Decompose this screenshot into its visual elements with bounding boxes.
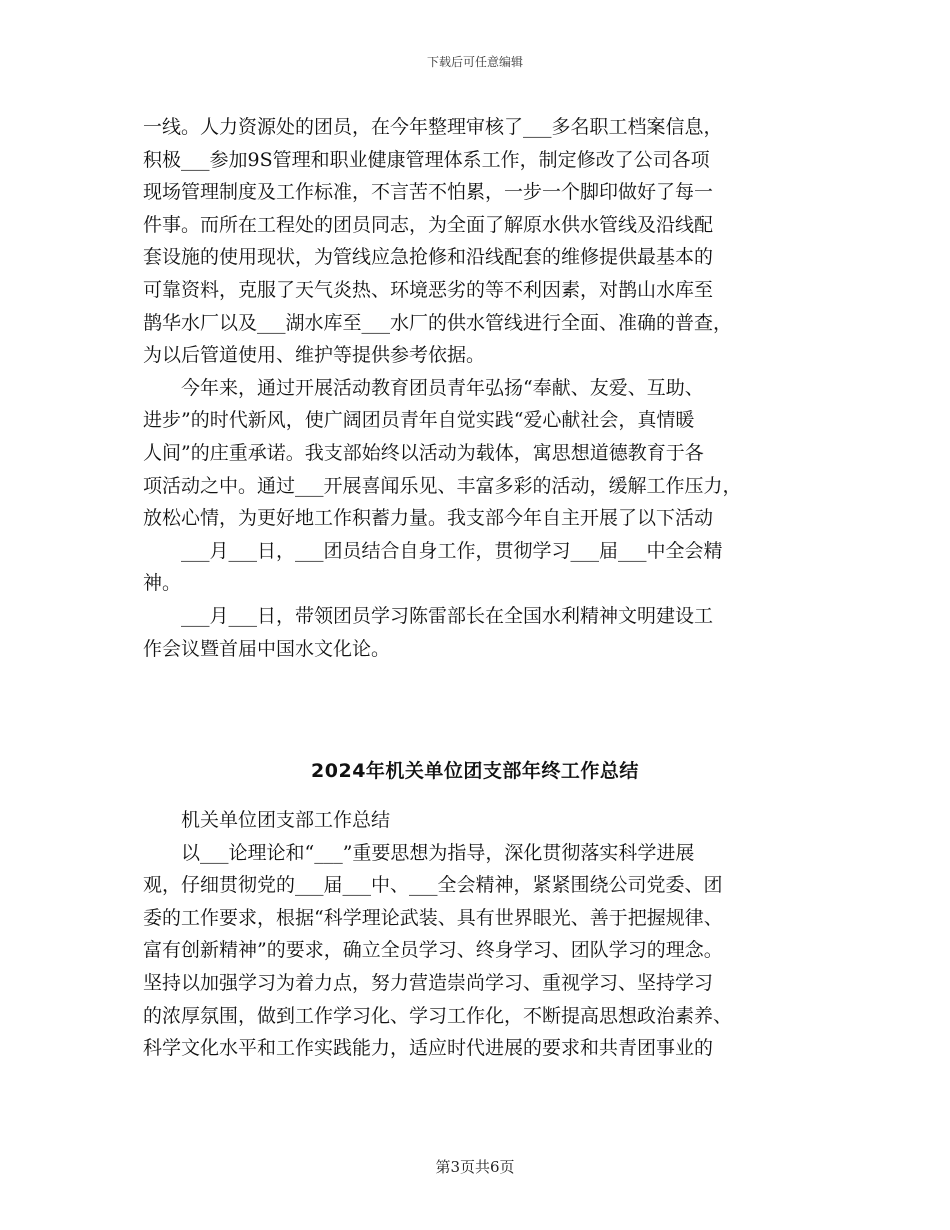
paragraph-line: 现场管理制度及工作标准，不言苦不怕累，一步一个脚印做好了每一: [143, 181, 714, 204]
paragraph-line: 今年来，通过开展活动教育团员青年弘扬“奉献、友爱、互助、: [143, 376, 704, 399]
body-text-section-1: [143, 111, 823, 665]
paragraph-line: 进步”的时代新风，使广阔团员青年自觉实践“爱心献社会，真情暖: [143, 409, 695, 432]
paragraph-line: 以___论理论和“___”重要思想为指导，深化贯彻落实科学进展: [143, 841, 695, 864]
paragraph-line: 观，仔细贯彻党的___届___中、___全会精神，紧紧围绕公司党委、团: [143, 874, 723, 897]
page-number: 第3页共6页: [435, 1158, 515, 1176]
paragraph-line: ___月___日，___团员结合自身工作，贯彻学习___届___中全会精: [143, 539, 723, 562]
paragraph-line: 鹊华水厂以及___湖水库至___水厂的供水管线进行全面、准确的普查，: [143, 311, 733, 334]
paragraph-line: 件事。而所在工程处的团员同志，为全面了解原水供水管线及沿线配: [143, 213, 714, 236]
paragraph-line: 项活动之中。通过___开展喜闻乐见、丰富多彩的活动，缓解工作压力，: [143, 474, 742, 497]
body-text-section-2: [143, 804, 823, 1065]
paragraph-line: 的浓厚氛围，做到工作学习化、学习工作化，不断提高思想政治素养、: [143, 1004, 733, 1027]
paragraph-line: 机关单位团支部工作总结: [143, 809, 391, 831]
paragraph-line: 科学文化水平和工作实践能力，适应时代进展的要求和共青团事业的: [143, 1037, 714, 1060]
paragraph-line: 放松心情，为更好地工作积蓄力量。我支部今年自主开展了以下活动: [143, 507, 714, 530]
paragraph-line: 可靠资料，克服了天气炎热、环境恶劣的等不利因素，对鹊山水库至: [143, 278, 714, 301]
paragraph-line: 人间”的庄重承诺。我支部始终以活动为载体，寓思想道德教育于各: [143, 441, 704, 464]
document-title: 2024年机关单位团支部年终工作总结: [311, 760, 639, 782]
paragraph-line: 作会议暨首届中国水文化论。: [143, 637, 391, 660]
paragraph-line: 富有创新精神”的要求，确立全员学习、终身学习、团队学习的理念。: [143, 939, 723, 962]
paragraph-line: 坚持以加强学习为着力点，努力营造崇尚学习、重视学习、坚持学习: [143, 971, 714, 994]
header-note: 下载后可任意编辑: [426, 55, 523, 69]
paragraph-line: ___月___日，带领团员学习陈雷部长在全国水利精神文明建设工: [143, 604, 714, 627]
paragraph-line: 为以后管道使用、维护等提供参考依据。: [143, 344, 486, 367]
paragraph-line: 神。: [143, 572, 182, 595]
paragraph-line: 套设施的使用现状，为管线应急抢修和沿线配套的维修提供最基本的: [143, 246, 714, 269]
paragraph-line: 一线。人力资源处的团员，在今年整理审核了___多名职工档案信息，: [143, 116, 723, 138]
paragraph-line: 积极___参加9S管理和职业健康管理体系工作，制定修改了公司各项: [143, 148, 710, 171]
paragraph-line: 委的工作要求，根据“科学理论武装、具有世界眼光、善于把握规律、: [143, 906, 723, 929]
